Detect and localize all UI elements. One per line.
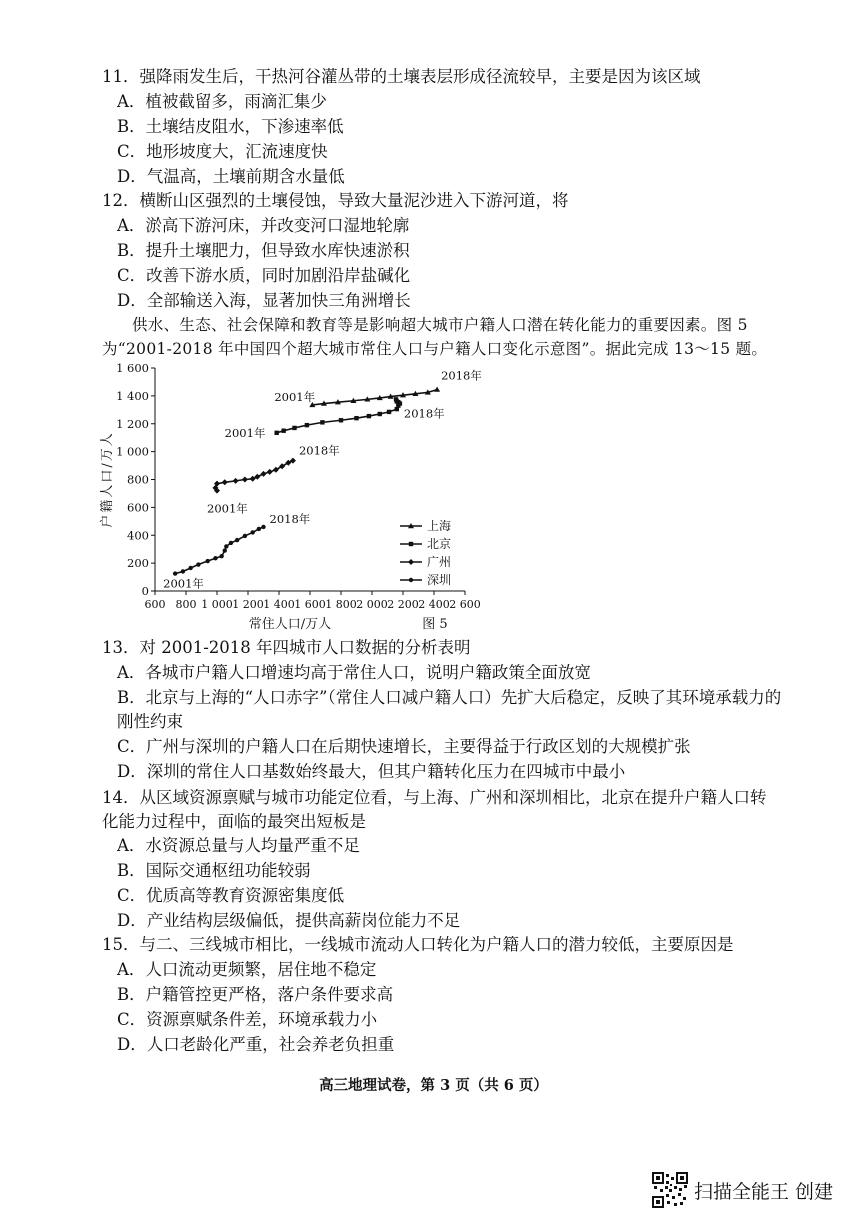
data-point-2	[242, 477, 248, 483]
data-point-2	[222, 479, 228, 485]
x-tick-label: 1 000	[201, 598, 233, 611]
series-end-label: 2018年	[403, 406, 445, 421]
x-tick-label: 2 200	[387, 598, 419, 611]
y-tick-label: 1 200	[116, 416, 149, 431]
q12-option-c: C．改善下游水质，同时加剧沿岸盐碱化	[117, 266, 411, 285]
x-axis-label: 常住人口/万人	[248, 617, 332, 632]
q12-option-b: B．提升土壤肥力，但导致水库快速淤积	[117, 241, 410, 260]
y-tick-label: 200	[127, 556, 149, 571]
q15-option-a: A．人口流动更频繁，居住地不稳定	[117, 960, 377, 979]
y-tick-label: 600	[127, 500, 149, 515]
data-point-3	[243, 534, 247, 538]
y-tick-label: 1 000	[116, 444, 149, 459]
data-point-3	[229, 541, 233, 545]
series-end-label: 2018年	[441, 368, 482, 383]
series-end-label: 2018年	[298, 443, 340, 458]
legend-marker	[408, 559, 414, 565]
data-point-2	[267, 469, 273, 475]
material-intro	[102, 313, 782, 361]
data-point-2	[279, 463, 285, 469]
x-tick-label: 1 400	[263, 598, 295, 611]
question-12-stem: 12．横断山区强烈的土壤侵蚀，导致大量泥沙进入下游河道，将	[102, 191, 569, 210]
data-point-1	[281, 429, 285, 433]
data-point-3	[219, 554, 223, 558]
legend-marker	[409, 542, 413, 546]
q11-option-d: D．气温高，土壤前期含水量低	[117, 167, 345, 186]
legend-label: 深圳	[427, 573, 452, 587]
q13-option-c: C．广州与深圳的户籍人口在后期快速增长，主要得益于行政区划的大规模扩张	[117, 737, 691, 756]
series-start-label: 2001年	[274, 389, 316, 404]
material-intro-text: 供水、生态、社会保障和教育等是影响超大城市户籍人口潜在转化能力的重要因素。图 5 为“2001-2018 年中国四个超大城市常住人口与户籍人口变化示意图”。据此完成 13～15 题。	[102, 316, 768, 358]
data-point-2	[273, 467, 279, 473]
q15-option-b: B．户籍管控更严格，落户条件要求高	[117, 985, 394, 1004]
q14-option-a: A．水资源总量与人均量严重不足	[117, 836, 360, 855]
q13-option-a: A．各城市户籍人口增速均高于常住人口，说明户籍政策全面放宽	[117, 663, 591, 682]
data-point-1	[398, 401, 402, 405]
question-15-stem: 15．与二、三线城市相比，一线城市流动人口转化为户籍人口的潜力较低，主要原因是	[102, 935, 734, 954]
data-point-3	[196, 562, 200, 566]
data-point-1	[367, 414, 371, 418]
data-point-3	[235, 538, 239, 542]
data-point-1	[292, 426, 296, 430]
q15-option-d: D．人口老龄化严重，社会养老负担重	[117, 1035, 395, 1054]
x-tick-label: 2 600	[449, 598, 481, 611]
data-point-3	[181, 569, 185, 573]
data-point-3	[173, 571, 177, 575]
figure-5-chart	[95, 358, 495, 633]
q11-option-b: B．土壤结皮阻水，下渗速率低	[117, 117, 344, 136]
data-point-3	[261, 525, 265, 529]
x-tick-label: 1 800	[325, 598, 357, 611]
q12-option-d: D．全部输送入海，显著加快三角洲增长	[117, 291, 411, 310]
data-point-3	[250, 530, 254, 534]
q15-option-c: C．资源禀赋条件差，环境承载力小	[117, 1010, 378, 1029]
q11-option-c: C．地形坡度大，汇流速度快	[117, 142, 328, 161]
y-tick-label: 800	[127, 472, 149, 487]
y-tick-label: 400	[127, 528, 149, 543]
y-axis-label: 户籍人口/万人	[100, 431, 115, 528]
question-11-stem: 11．强降雨发生后，干热河谷灌丛带的土壤表层形成径流较早，主要是因为该区域	[102, 67, 701, 86]
data-point-1	[274, 431, 278, 435]
series-line-0	[312, 390, 437, 405]
series-start-label: 2001年	[224, 425, 266, 440]
data-point-3	[206, 559, 210, 563]
question-14-stem: 14．从区域资源禀赋与城市功能定位看，与上海、广州和深圳相比，北京在提升户籍人口转化能力过程中，面临的最突出短板是	[102, 788, 767, 831]
y-tick-label: 1 400	[116, 388, 149, 403]
data-point-1	[320, 420, 324, 424]
q11-option-a: A．植被截留多，雨滴汇集少	[117, 92, 327, 111]
legend-label: 北京	[427, 537, 452, 551]
data-point-1	[354, 416, 358, 420]
series-start-label: 2001年	[207, 501, 248, 516]
data-point-1	[387, 410, 391, 414]
legend-marker	[409, 578, 413, 582]
q13-option-d: D．深圳的常住人口基数始终最大，但其户籍转化压力在四城市中最小	[117, 762, 626, 781]
x-tick-label: 2 400	[418, 598, 450, 611]
q12-option-a: A．淤高下游河床，并改变河口湿地轮廓	[117, 216, 410, 235]
data-point-0	[434, 387, 440, 392]
data-point-3	[223, 548, 227, 552]
x-tick-label: 1 600	[294, 598, 326, 611]
data-point-3	[257, 527, 261, 531]
data-point-1	[378, 412, 382, 416]
q14-option-d: D．产业结构层级偏低，提供高薪岗位能力不足	[117, 911, 461, 930]
series-end-label: 2018年	[269, 511, 311, 526]
data-point-1	[305, 423, 309, 427]
question-13-stem: 13．对 2001-2018 年四城市人口数据的分析表明	[102, 638, 471, 657]
page-footer: 高三地理试卷，第 3 页（共 6 页）	[319, 1077, 548, 1094]
figure-label: 图 5	[422, 617, 448, 632]
legend-label: 上海	[427, 519, 452, 533]
x-tick-label: 800	[175, 598, 197, 611]
q14-option-b: B．国际交通枢纽功能较弱	[117, 861, 311, 880]
qr-code-icon	[652, 1172, 688, 1208]
q13-option-b: B．北京与上海的“人口赤字”（常住人口减户籍人口）先扩大后稳定，反映了其环境承载力的刚性约束	[117, 688, 782, 731]
data-point-3	[188, 566, 192, 570]
legend-label: 广州	[427, 555, 452, 569]
scanner-watermark-text: 扫描全能王 创建	[694, 1180, 834, 1203]
series-line-3	[175, 527, 263, 574]
data-point-2	[233, 478, 239, 484]
data-point-3	[213, 556, 217, 560]
series-start-label: 2001年	[163, 576, 204, 591]
y-tick-label: 1 600	[116, 361, 149, 375]
data-point-2	[261, 471, 267, 477]
data-point-3	[224, 544, 228, 548]
scanner-watermark	[652, 1172, 833, 1208]
y-tick-label: 0	[141, 584, 149, 598]
x-tick-label: 600	[144, 598, 166, 611]
x-tick-label: 2 000	[356, 598, 388, 611]
q14-option-c: C．优质高等教育资源密集度低	[117, 886, 345, 905]
x-tick-label: 1 200	[232, 598, 264, 611]
data-point-1	[339, 418, 343, 422]
